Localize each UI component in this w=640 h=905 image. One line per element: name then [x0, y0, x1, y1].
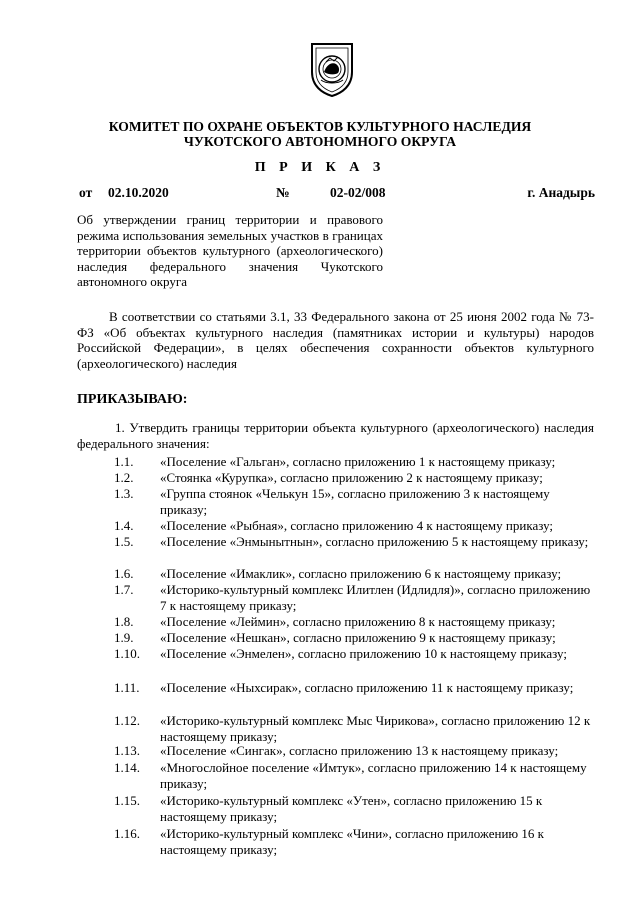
- subitem: [114, 760, 594, 791]
- subitem-text: «Многослойное поселение «Имтук», согласно приложению 14 к настоящему приказу;: [160, 760, 587, 791]
- subitem-number: 1.13.: [114, 743, 140, 758]
- subitem: [114, 793, 594, 824]
- subitem-number: 1.4.: [114, 518, 134, 533]
- legal-basis: В соответствии со статьями 3.1, 33 Федерального закона от 25 июня 2002 года № 73-ФЗ «Об объектах культурного наследия (памятниках истории и культуры) народов Российской Федерации», в целях обеспечения сохранности объектов культурного (археологического) наследия: [77, 309, 594, 371]
- subitem: [114, 486, 594, 517]
- subitem-text: «Поселение «Ныхсирак», согласно приложению 11 к настоящему приказу;: [160, 680, 574, 695]
- subitem-text: «Историко-культурный комплекс «Утен», согласно приложению 15 к настоящему приказу;: [160, 793, 543, 824]
- committee-line-2: ЧУКОТСКОГО АВТОНОМНОГО ОКРУГА: [183, 134, 457, 149]
- committee-name: [60, 119, 580, 149]
- subitem-number: 1.5.: [114, 534, 134, 549]
- order-date: 02.10.2020: [108, 185, 169, 200]
- subitem-text: «Поселение «Гальган», согласно приложению 1 к настоящему приказу;: [160, 454, 556, 469]
- subitem: [114, 646, 594, 662]
- subitem-text: «Поселение «Энмелен», согласно приложению 10 к настоящему приказу;: [160, 646, 567, 661]
- subitem-number: 1.15.: [114, 793, 140, 808]
- subitem-text: «Стоянка «Курупка», согласно приложению 2 к настоящему приказу;: [160, 470, 543, 485]
- subitem-text: «Поселение «Энмынытнын», согласно приложению 5 к настоящему приказу;: [160, 534, 589, 549]
- subitem: [114, 713, 594, 744]
- subitem-text: «Историко-культурный комплекс Мыс Чирикова», согласно приложению 12 к настоящему приказу;: [160, 713, 591, 744]
- order-subject: Об утверждении границ территории и правового режима использования земельных участков в границах территории объектов культурного (археологического) наследия федерального значения Чукотского автономного округа: [77, 212, 383, 290]
- subitem-number: 1.16.: [114, 826, 140, 841]
- subitem-number: 1.6.: [114, 566, 134, 581]
- coat-of-arms-icon: [308, 42, 356, 98]
- subitem-number: 1.10.: [114, 646, 140, 661]
- subitem-number: 1.14.: [114, 760, 140, 775]
- subitem: [114, 470, 594, 486]
- subitem-text: «Поселение «Сингак», согласно приложению 13 к настоящему приказу;: [160, 743, 559, 758]
- subitem-number: 1.7.: [114, 582, 134, 597]
- subitem: [114, 630, 594, 646]
- subitem: [114, 614, 594, 630]
- subitem-number: 1.3.: [114, 486, 134, 501]
- subitem: [114, 743, 594, 759]
- subitem-text: «Поселение «Нешкан», согласно приложению 9 к настоящему приказу;: [160, 630, 556, 645]
- subitem: [114, 454, 594, 470]
- subitem-number: 1.2.: [114, 470, 134, 485]
- subitem-number: 1.9.: [114, 630, 134, 645]
- subitem-text: «Поселение «Рыбная», согласно приложению 4 к настоящему приказу;: [160, 518, 554, 533]
- subitem-number: 1.1.: [114, 454, 134, 469]
- subitem-text: «Поселение «Имаклик», согласно приложению 6 к настоящему приказу;: [160, 566, 562, 581]
- subitem: [114, 534, 594, 550]
- date-prefix: от: [79, 185, 93, 200]
- subitem-text: «Историко-культурный комплекс «Чини», согласно приложению 16 к настоящему приказу;: [160, 826, 544, 857]
- order-city: г. Анадырь: [527, 185, 595, 200]
- order-directive: ПРИКАЗЫВАЮ:: [77, 392, 188, 407]
- subitem-number: 1.12.: [114, 713, 140, 728]
- subitem: [114, 518, 594, 534]
- subitem: [114, 582, 594, 613]
- subitem-number: 1.11.: [114, 680, 140, 695]
- subitem-number: 1.8.: [114, 614, 134, 629]
- subitem-text: «Историко-культурный комплекс Илитлен (Идлидля)», согласно приложению 7 к настоящему приказу;: [160, 582, 591, 613]
- document-type: П Р И К А З: [254, 160, 386, 175]
- subitem: [114, 826, 594, 857]
- subitem-text: «Группа стоянок «Челькун 15», согласно приложению 3 к настоящему приказу;: [160, 486, 550, 517]
- subitem: [114, 680, 594, 696]
- number-sign: №: [276, 185, 290, 200]
- committee-line-1: КОМИТЕТ ПО ОХРАНЕ ОБЪЕКТОВ КУЛЬТУРНОГО НАСЛЕДИЯ: [108, 119, 532, 134]
- order-item-1: 1. Утвердить границы территории объекта культурного (археологического) наследия федерального значения:: [77, 420, 594, 451]
- subitem: [114, 566, 594, 582]
- order-number: 02-02/008: [330, 185, 386, 200]
- subitem-text: «Поселение «Леймин», согласно приложению 8 к настоящему приказу;: [160, 614, 556, 629]
